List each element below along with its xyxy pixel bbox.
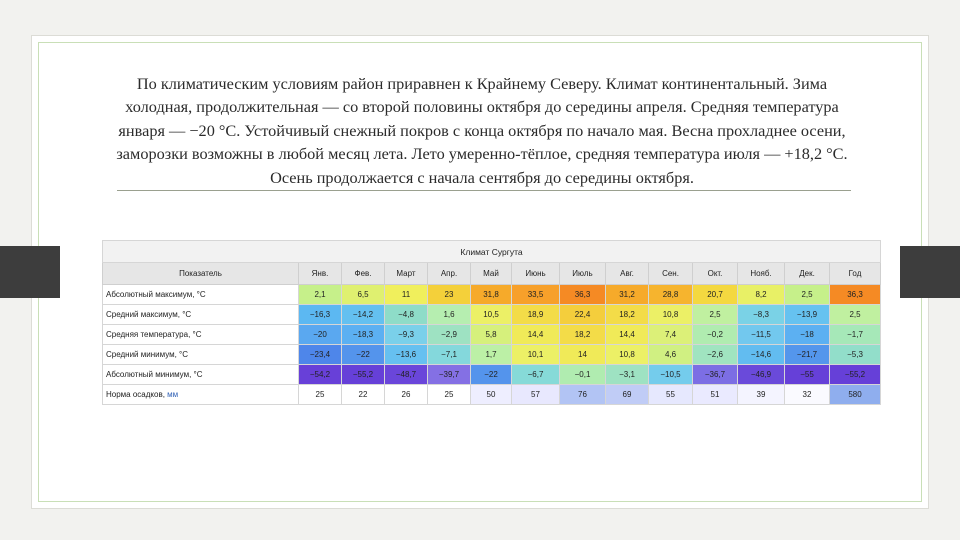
table-cell: 33,5 [512, 285, 560, 305]
left-side-tab [0, 246, 60, 298]
table-cell: −16,3 [299, 305, 342, 325]
table-row [103, 385, 881, 405]
table-cell: −8,3 [738, 305, 785, 325]
table-cell: 14,4 [606, 325, 649, 345]
header-month: Окт. [693, 263, 738, 285]
table-cell: −2,6 [693, 345, 738, 365]
table-cell: 10,1 [512, 345, 560, 365]
row-label-text: Средний минимум, °C [106, 350, 189, 359]
header-month: Сен. [649, 263, 693, 285]
table-cell: −0,1 [560, 365, 606, 385]
table-cell: −55 [785, 365, 830, 385]
header-month: Май [471, 263, 512, 285]
header-month: Янв. [299, 263, 342, 285]
table-cell: −18,3 [342, 325, 385, 345]
table-cell: 18,2 [560, 325, 606, 345]
table-cell: 50 [471, 385, 512, 405]
table-cell: −22 [471, 365, 512, 385]
table-cell: 36,3 [560, 285, 606, 305]
table-cell: −20 [299, 325, 342, 345]
climate-table [102, 240, 881, 405]
table-cell: −36,7 [693, 365, 738, 385]
table-row [103, 325, 881, 345]
table-cell: 20,7 [693, 285, 738, 305]
table-cell: 69 [606, 385, 649, 405]
table-cell: 1,7 [471, 345, 512, 365]
table-cell: −55,2 [830, 365, 881, 385]
table-cell: −48,7 [385, 365, 428, 385]
table-cell: −39,7 [428, 365, 471, 385]
header-month: Июнь [512, 263, 560, 285]
table-cell: −22 [342, 345, 385, 365]
header-month: Авг. [606, 263, 649, 285]
table-cell: −23,4 [299, 345, 342, 365]
table-cell: 31,8 [471, 285, 512, 305]
table-cell: 25 [299, 385, 342, 405]
table-row [103, 345, 881, 365]
table-cell: 11 [385, 285, 428, 305]
table-cell: 7,4 [649, 325, 693, 345]
header-row [103, 263, 881, 285]
table-cell: 22,4 [560, 305, 606, 325]
row-label [103, 345, 299, 365]
table-cell: 2,5 [693, 305, 738, 325]
table-cell: −2,9 [428, 325, 471, 345]
row-label [103, 385, 299, 405]
row-label-text: Абсолютный минимум, °C [106, 370, 203, 379]
table-cell: 57 [512, 385, 560, 405]
table-cell: −0,2 [693, 325, 738, 345]
table-cell: −18 [785, 325, 830, 345]
divider-line [117, 190, 851, 191]
table-cell: 10,5 [471, 305, 512, 325]
table-cell: 31,2 [606, 285, 649, 305]
table-cell: 22 [342, 385, 385, 405]
right-side-tab [900, 246, 960, 298]
table-cell: 4,6 [649, 345, 693, 365]
row-label-text: Средняя температура, °C [106, 330, 202, 339]
climate-table-container [102, 240, 880, 403]
unit-link[interactable]: мм [167, 390, 179, 399]
table-cell: −7,1 [428, 345, 471, 365]
table-body [103, 285, 881, 405]
row-label [103, 305, 299, 325]
table-cell: −11,5 [738, 325, 785, 345]
table-cell: 76 [560, 385, 606, 405]
header-month: Апр. [428, 263, 471, 285]
table-cell: 18,2 [606, 305, 649, 325]
table-cell: 25 [428, 385, 471, 405]
table-cell: 6,5 [342, 285, 385, 305]
table-cell: 51 [693, 385, 738, 405]
table-cell: 2,5 [785, 285, 830, 305]
table-cell: −14,6 [738, 345, 785, 365]
table-cell: 14,4 [512, 325, 560, 345]
table-cell: −10,5 [649, 365, 693, 385]
table-cell: −13,6 [385, 345, 428, 365]
table-cell: 1,6 [428, 305, 471, 325]
table-cell: −46,9 [738, 365, 785, 385]
table-cell: −3,1 [606, 365, 649, 385]
table-row [103, 285, 881, 305]
header-month: Нояб. [738, 263, 785, 285]
table-cell: 39 [738, 385, 785, 405]
row-label [103, 285, 299, 305]
header-month: Март [385, 263, 428, 285]
table-cell: 18,9 [512, 305, 560, 325]
table-cell: −55,2 [342, 365, 385, 385]
table-cell: 26 [385, 385, 428, 405]
climate-description-paragraph: По климатическим условиям район приравнен к Крайнему Северу. Климат континентальный. Зима холодная, продолжительная — со второй половины октября до середины апреля. Средняя температура января — −20 °C. Устойчивый снежный покров с конца октября по начало мая. Весна прохладнее осени, заморозки возможны в любой месяц лета. Лето умеренно-тёплое, средняя температура июля — +18,2 °C. Осень продолжается с начала сентября до середины октября. [116, 74, 848, 187]
table-cell: −54,2 [299, 365, 342, 385]
table-cell: 32 [785, 385, 830, 405]
table-cell: −9,3 [385, 325, 428, 345]
row-label-text: Средний максимум, °C [106, 310, 192, 319]
header-month: Фев. [342, 263, 385, 285]
table-cell: 580 [830, 385, 881, 405]
table-cell: 23 [428, 285, 471, 305]
row-label-text: Абсолютный максимум, °C [106, 290, 206, 299]
table-cell: 14 [560, 345, 606, 365]
row-label-text: Норма осадков, [106, 390, 168, 399]
table-cell: −21,7 [785, 345, 830, 365]
table-cell: 55 [649, 385, 693, 405]
table-cell: 8,2 [738, 285, 785, 305]
table-cell: 10,8 [606, 345, 649, 365]
table-cell: −14,2 [342, 305, 385, 325]
header-month: Год [830, 263, 881, 285]
table-cell: 2,5 [830, 305, 881, 325]
table-caption: Климат Сургута [103, 241, 881, 263]
table-cell: −13,9 [785, 305, 830, 325]
table-cell: −4,8 [385, 305, 428, 325]
header-month: Дек. [785, 263, 830, 285]
header-indicator: Показатель [103, 263, 299, 285]
table-cell: 10,8 [649, 305, 693, 325]
row-label [103, 325, 299, 345]
table-cell: 36,3 [830, 285, 881, 305]
row-label [103, 365, 299, 385]
table-cell: 28,8 [649, 285, 693, 305]
table-cell: 2,1 [299, 285, 342, 305]
table-cell: −5,3 [830, 345, 881, 365]
table-cell: 5,8 [471, 325, 512, 345]
table-cell: −6,7 [512, 365, 560, 385]
table-row [103, 305, 881, 325]
table-row [103, 365, 881, 385]
header-month: Июль [560, 263, 606, 285]
table-cell: −1,7 [830, 325, 881, 345]
